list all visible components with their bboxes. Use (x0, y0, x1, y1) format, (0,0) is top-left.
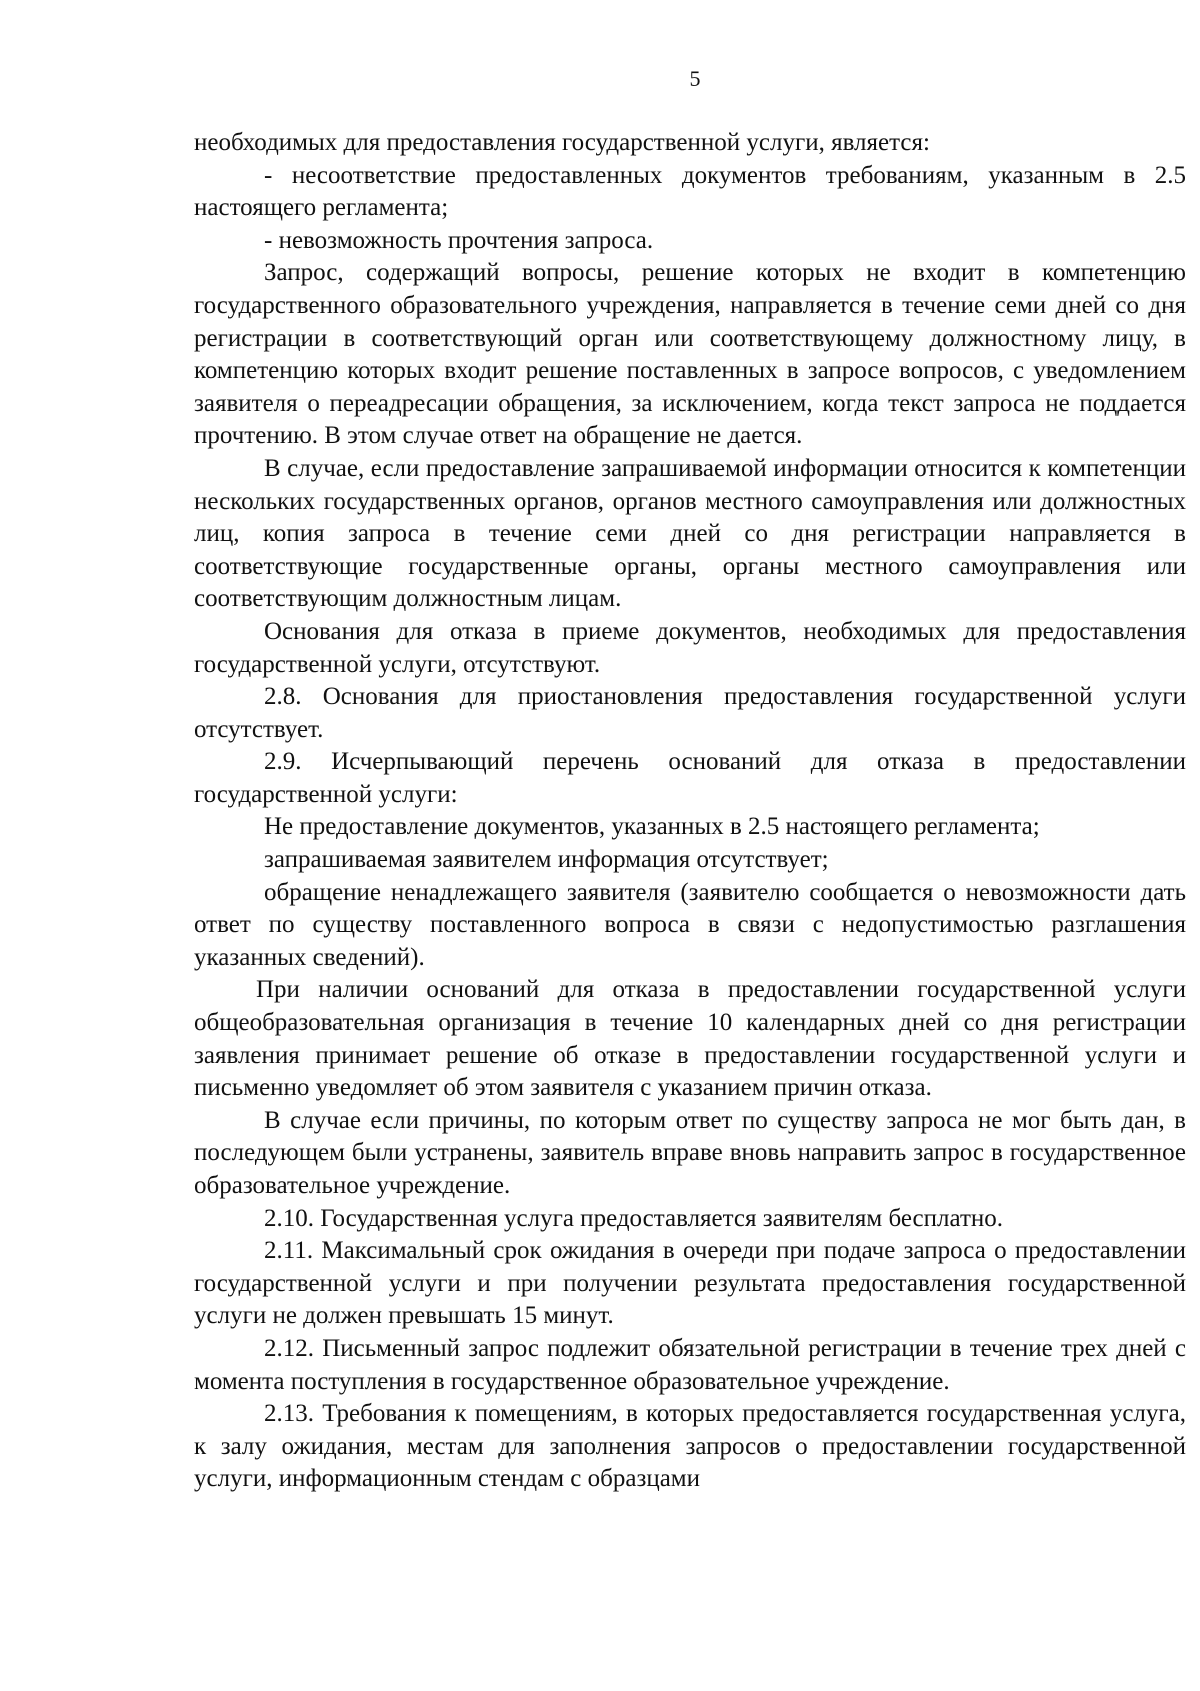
paragraph: 2.11. Максимальный срок ожидания в очереди при подаче запроса о предоставлении государственной услуги и при получении результата предоставления государственной услуги не должен превышать 15 минут. (194, 1237, 1186, 1330)
paragraph: Основания для отказа в приеме документов, необходимых для предоставления государственной услуги, отсутствуют. (194, 617, 1186, 678)
paragraph: - невозможность прочтения запроса. (264, 226, 654, 254)
paragraph: 2.13. Требования к помещениям, в которых предоставляется государственная услуга, к залу ожидания, местам для заполнения запросов о предоставлении государственной услуги, информационным стендам с образцами (194, 1400, 1186, 1493)
paragraph: - несоответствие предоставленных документов требованиям, указанным в 2.5 настоящего регламента; (194, 161, 1186, 222)
paragraph: 2.10. Государственная услуга предоставляется заявителям бесплатно. (264, 1204, 1004, 1232)
paragraph: обращение ненадлежащего заявителя (заявителю сообщается о невозможности дать ответ по существу поставленного вопроса в связи с недопустимостью разглашения указанных сведений). (194, 878, 1186, 971)
paragraph: 2.8. Основания для приостановления предоставления государственной услуги отсутствует. (194, 683, 1186, 743)
document-body (194, 127, 1186, 1496)
paragraph: В случае, если предоставление запрашиваемой информации относится к компетенции нескольких государственных органов, органов местного самоуправления или должностных лиц, копия запроса в течение семи дней со дня регистрации направляется в соответствующие государственные органы, органы местного самоуправления или соответствующим должностным лицам. (194, 454, 1186, 613)
paragraph: 2.12. Письменный запрос подлежит обязательной регистрации в течение трех дней с момента поступления в государственное образовательное учреждение. (194, 1334, 1186, 1395)
paragraph: При наличии оснований для отказа в предоставлении государственной услуги общеобразовательная организация в течение 10 календарных дней со дня регистрации заявления принимает решение об отказе в предоставлении государственной услуги и письменно уведомляет об этом заявителя с указанием причин отказа. (194, 976, 1186, 1102)
paragraph: Запрос, содержащий вопросы, решение которых не входит в компетенцию государственного образовательного учреждения, направляется в течение семи дней со дня регистрации в соответствующий орган или соответствующему должностному лицу, в компетенцию которых входит решение поставленных в запросе вопросов, с уведомлением заявителя о переадресации обращения, за исключением, когда текст запроса не поддается прочтению. В этом случае ответ на обращение не дается. (194, 259, 1186, 450)
paragraph: 2.9. Исчерпывающий перечень оснований для отказа в предоставлении государственной услуги: (194, 748, 1186, 808)
paragraph: В случае если причины, по которым ответ по существу запроса не мог быть дан, в последующем были устранены, заявитель вправе вновь направить запрос в государственное образовательное учреждение. (194, 1106, 1186, 1199)
paragraph: Не предоставление документов, указанных в 2.5 настоящего регламента; (264, 813, 1040, 841)
page-number: 5 (689, 66, 701, 91)
paragraph: необходимых для предоставления государственной услуги, является: (194, 129, 930, 156)
paragraph: запрашиваемая заявителем информация отсутствует; (264, 846, 829, 874)
